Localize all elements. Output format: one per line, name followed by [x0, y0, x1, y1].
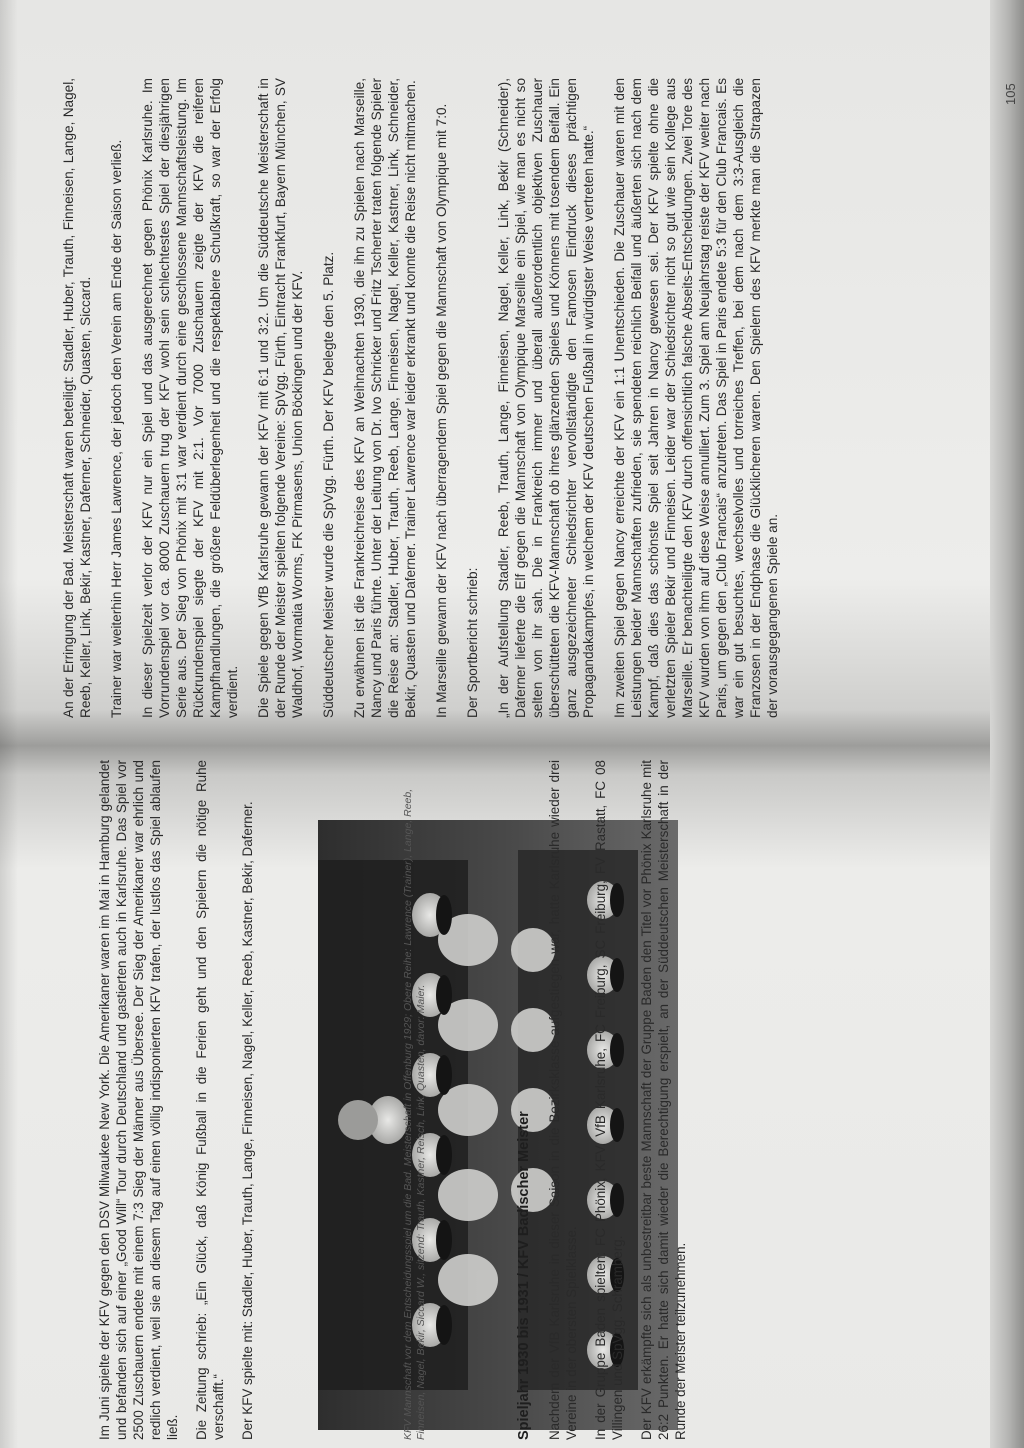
page-number: 105: [1003, 83, 1018, 105]
page-left-upper-text: [96, 760, 268, 1440]
paragraph: Süddeutscher Meister wurde die SpVgg. Fürth. Der KFV belegte den 5. Platz.: [321, 251, 336, 718]
page-shadow-left: [0, 0, 18, 1448]
paragraph: In der Gruppe Baden spielten: FC Phönix, KFV, VfB Karlsruhe, FC Freiburg, SC Freiburg, FV Rastatt, FC 08 Villingen und SpVgg. Schramberg.: [593, 760, 625, 1440]
page-right-text: [60, 78, 795, 718]
paragraph: Die Zeitung schrieb: „Ein Glück, daß König Fußball in die Ferien geht und den Spielern die nötige Ruhe verschafft.“: [194, 760, 226, 1440]
paragraph: Die Spiele gegen VfB Karlsruhe gewann der KFV mit 6:1 und 3:2. Um die Süddeutsche Meisterschaft in der Runde der Meister spielten folgende Vereine: SpVgg. Fürth, Eintracht Frankfurt, Bayern München, SV Waldhof, Wormatia Worms, FK Pirmasens, Union Böckingen und der KFV.: [256, 78, 305, 718]
paragraph: Trainer war weiterhin Herr James Lawrence, der jedoch den Verein am Ende der Saison verließ.: [109, 139, 124, 718]
page-left: [96, 740, 996, 1440]
paragraph: Der KFV erkämpfte sich als unbestreitbar beste Mannschaft der Gruppe Baden den Titel vor Phönix Karlsruhe mit 26:2 Punkten. Er hatte sich damit wieder die Berechtigung erspielt, an der Süddeutschen Meisterschaft in der Runde der Meister teilzunehmen.: [639, 760, 688, 1440]
paragraph: Nachdem der VfB Karlsruhe in dieser Saison in die Bezirksklasse aufgestiegen war, hatte Karlsruhe wieder drei Vereine in der obersten Spielklasse.: [547, 760, 579, 1440]
paragraph: Im Juni spielte der KFV gegen den DSV Milwaukee New York. Die Amerikaner waren im Mai in Hamburg gelandet und befanden sich auf einer „Good Will“ Tour durch Deutschland und gastierten auch in Karlsruhe. Das Spiel vor 2500 Zuschauern endete mit einem 7:3 Sieg der Männer aus Übersee. Der Sieg der Amerikaner war ehrlich und redlich verdient, weil sie an diesem Tag auf einen völlig indisponierten KFV trafen, der lustlos das Spiel ablaufen ließ.: [97, 760, 180, 1440]
page-right: [60, 58, 1000, 718]
quotation: „In der Aufstellung Stadler, Reeb, Trauth, Lange, Finneisen, Nagel, Keller, Link, Bekir (Schneider), Daferner lieferte die Elf gegen die Mannschaft von Olympique Marseille ein Spiel, wie man es nicht so selten von ihr sah. Die in Frankreich immer und überall außerordentlich objektiven Zuschauer überschütteten die KFV-Mannschaft ob ihres glänzenden Spieles und Könnens mit tosendem Beifall. Ein ganz ausgezeichneter Schiedsrichter vervollständigte den Famosen Eindruck dieses prächtigen Propagandakampfes, in welchem der KFV deutschen Fußball in würdigster Weise vertreten hatte.“: [496, 78, 596, 718]
photo-caption: KFV Mannschaft vor dem Entscheidungsspiel um die Bad. Meisterschaft in Offenburg 1929; Obere Reihe: Lawrence (Trainer), Lange, Reeb, Finneisen, Nagel, Bekir, Siccard W., sitzend: Trauth, Kastner, Reisch, Link, Quasten, davor: Maier.: [402, 788, 427, 1440]
section-heading: Spieljahr 1930 bis 1931 / KFV Badischer Meister: [516, 1111, 532, 1440]
paragraph: In dieser Spielzeit verlor der KFV nur ein Spiel und das ausgerechnet gegen Phönix Karlsruhe. Im Vorrundenspiel vor ca. 8000 Zuschauern trug der KFV wohl sein schlechtestes Spiel der diesjährigen Serie aus. Der Sieg von Phönix mit 3:1 war verdient durch eine geschlossene Mannschaftsleistung. Im Rückrundenspiel siegte der KFV mit 2:1. Vor 7000 Zuschauern zeigte der KFV die reiferen Kampfhandlungen, die größere Feldüberlegenheit und die respektablere Schußkraft, so war der Erfolg verdient.: [140, 78, 240, 718]
paragraph: Im zweiten Spiel gegen Nancy erreichte der KFV ein 1:1 Unentschieden. Die Zuschauer waren mit den Leistungen beider Mannschaften zufrieden, sie spendeten reichlich Beifall und äußerten sich nach dem Kampf, daß dies das schönste Spiel seit Jahren in Nancy gewesen sei. Der KFV spielte ohne die verletzten Spieler Bekir und Finneisen. Leider war der Schiedsrichter nicht so gut wie sein Kollege aus Marseille. Er benachteiligte den KFV durch offensichtlich falsche Abseits-Entscheidungen. Zwei Tore des KFV wurden von ihm auf diese Weise annulliert. Zum 3. Spiel am Neujahrstag reiste der KFV weiter nach Paris, um gegen den „Club Francais“ anzutreten. Das Spiel in Paris endete 5:3 für den Club Francais. Es war ein gut besuchtes, wechselvolles und torreiches Treffen, bei dem nach dem 3:3-Ausgleich die Franzosen in der Endphase die Glücklicheren waren. Den Spielern des KFV merkte man die Strapazen der vorausgegangenen Spiele an.: [612, 78, 780, 718]
paragraph: Zu erwähnen ist die Frankreichreise des KFV an Weihnachten 1930, die ihn zu Spielen nach Marseille, Nancy und Paris führte. Unter der Leitung von Dr. Ivo Schricker und Fritz Tscherter traten folgende Spieler die Reise an: Stadler, Huber, Trauth, Reeb, Lange, Finneisen, Nagel, Keller, Kastner, Link, Schneider, Bekir, Quasten und Daferner. Trainer Lawrence war leider erkrankt und konnte die Reise nicht mitmachen.: [352, 78, 418, 718]
page-left-lower-text: [516, 760, 701, 1440]
paragraph: Der KFV spielte mit: Stadler, Huber, Trauth, Lange, Finneisen, Nagel, Keller, Reeb, Kastner, Bekir, Daferner.: [240, 801, 255, 1440]
paragraph: An der Erringung der Bad. Meisterschaft waren beteiligt: Stadler, Huber, Trauth, Finneisen, Lange, Nagel, Reeb, Keller, Link, Bekir, Kastner, Daferner, Schneider, Quasten, Siccard.: [61, 78, 93, 718]
paragraph: In Marseille gewann der KFV nach überragendem Spiel gegen die Mannschaft von Olympique mit 7:0.: [434, 103, 449, 718]
paragraph: Der Sportbericht schrieb:: [465, 567, 480, 718]
